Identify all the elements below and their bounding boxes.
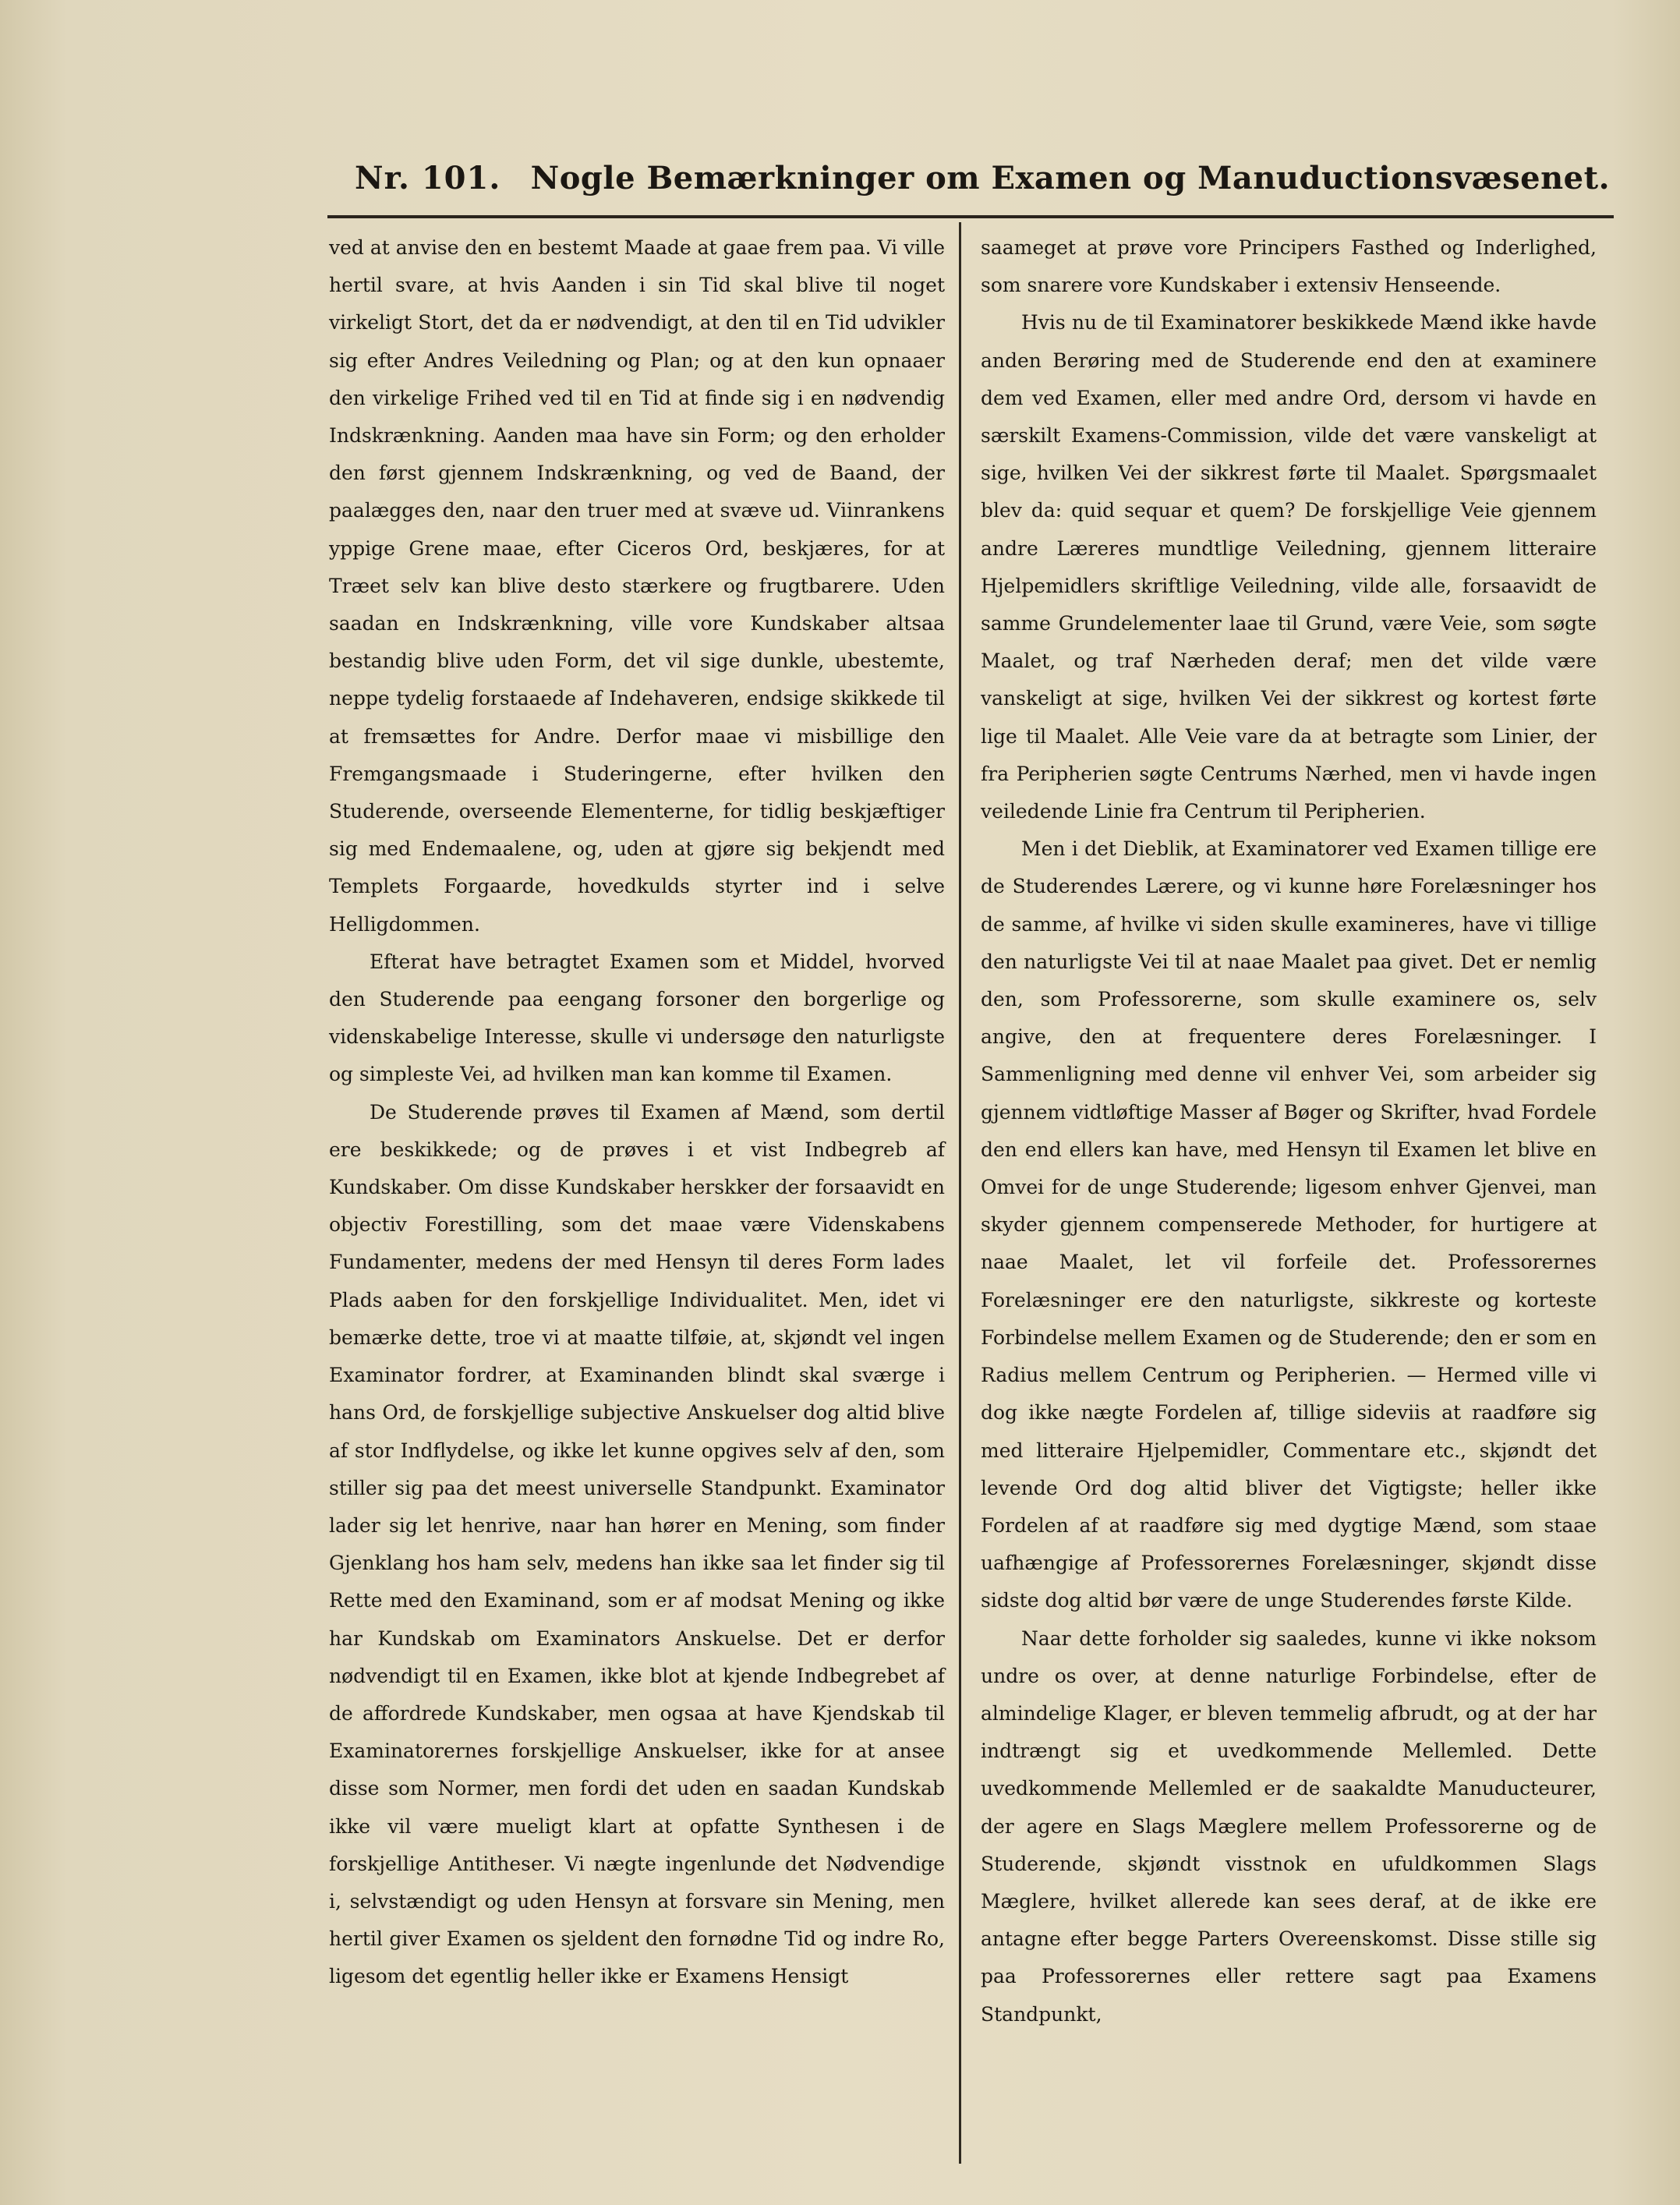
article-title: Nogle Bemærkninger om Examen og Manuductionsvæsenet. [530, 160, 1610, 196]
paragraph: Men i det Dieblik, at Examinatorer ved Examen tillige ere de Studerendes Lærere, og vi kunne høre Forelæsninger hos de samme, af hvilke vi siden skulle examineres, have vi tillige den naturligste Vei til at naae Maalet paa givet. Det er nemlig den, som Professorerne, som skulle examinere os, selv angive, den at frequentere deres Forelæsninger. I Sammenligning med denne vil enhver Vei, som arbeider sig gjennem vidtløftige Masser af Bøger og Skrifter, hvad Fordele den end ellers kan have, med Hensyn til Examen let blive en Omvei for de unge Studerende; ligesom enhver Gjenvei, man skyder gjennem compenserede Methoder, for hurtigere at naae Maalet, let vil forfeile det. Professorernes Forelæsninger ere den naturligste, sikkreste og korteste Forbindelse mellem Examen og de Studerende; den er som en Radius mellem Centrum og Peripherien. — Hermed ville vi dog ikke nægte Fordelen af, tillige sideviis at raadføre sig med litteraire Hjelpemidler, Commentare etc., skjøndt det levende Ord dog altid bliver det Vigtigste; heller ikke Fordelen af at raadføre sig med dygtige Mænd, som staae uafhængige af Professorernes Forelæsninger, skjøndt disse sidste dog altid bør være de unge Studerendes første Kilde. [981, 837, 1597, 1612]
header-rule [327, 215, 1614, 218]
issue-number: Nr. 101. [355, 160, 501, 196]
page-header [355, 160, 1610, 214]
right-column [981, 229, 1597, 2033]
paragraph: De Studerende prøves til Examen af Mænd, som dertil ere beskikkede; og de prøves i et vist Indbegreb af Kundskaber. Om disse Kundskaber herskker der forsaavidt en objectiv Forestilling, som det maae være Videnskabens Fundamenter, medens der med Hensyn til deres Form lades Plads aaben for den forskjellige Individualitet. Men, idet vi bemærke dette, troe vi at maatte tilføie, at, skjøndt vel ingen Examinator fordrer, at Examinanden blindt skal sværge i hans Ord, de forskjellige subjective Anskuelser dog altid blive af stor Indflydelse, og ikke let kunne opgives selv af den, som stiller sig paa det meest universelle Standpunkt. Examinator lader sig let henrive, naar han hører en Mening, som finder Gjenklang hos ham selv, medens han ikke saa let finder sig til Rette med den Examinand, som er af modsat Mening og ikke har Kundskab om Examinators Anskuelse. Det er derfor nødvendigt til en Examen, ikke blot at kjende Indbegrebet af de affordrede Kundskaber, men ogsaa at have Kjendskab til Examinatorernes forskjellige Anskuelser, ikke for at ansee disse som Normer, men fordi det uden en saadan Kundskab ikke vil være mueligt klart at opfatte Synthesen i de forskjellige Antitheser. Vi nægte ingenlunde det Nødvendige i, selvstændigt og uden Hensyn at forsvare sin Mening, men hertil giver Examen os sjeldent den fornødne Tid og indre Ro, ligesom det egentlig heller ikke er Examens Hensigt [329, 1100, 945, 1988]
left-column [329, 229, 945, 1996]
column-divider [959, 222, 961, 2164]
paragraph: saameget at prøve vore Principers Fasthed og Inderlighed, som snarere vore Kundskaber i extensiv Henseende. [981, 236, 1597, 297]
paragraph: Hvis nu de til Examinatorer beskikkede Mænd ikke havde anden Berøring med de Studerende end den at examinere dem ved Examen, eller med andre Ord, dersom vi havde en særskilt Examens-Commission, vilde det være vanskeligt at sige, hvilken Vei der sikkrest førte til Maalet. Spørgsmaalet blev da: quid sequar et quem? De forskjellige Veie gjennem andre Læreres mundtlige Veiledning, gjennem litteraire Hjelpemidlers skriftlige Veiledning, vilde alle, forsaavidt de samme Grundelementer laae til Grund, være Veie, som søgte Maalet, og traf Nærheden deraf; men det vilde være vanskeligt at sige, hvilken Vei der sikkrest og kortest førte lige til Maalet. Alle Veie vare da at betragte som Linier, der fra Peripherien søgte Centrums Nærhed, men vi havde ingen veiledende Linie fra Centrum til Peripherien. [981, 311, 1597, 823]
paragraph: Naar dette forholder sig saaledes, kunne vi ikke noksom undre os over, at denne naturlige Forbindelse, efter de almindelige Klager, er bleven temmelig afbrudt, og at der har indtrængt sig et uvedkommende Mellemled. Dette uvedkommende Mellemled er de saakaldte Manuducteurer, der agere en Slags Mæglere mellem Professorerne og de Studerende, skjøndt visstnok en ufuldkommen Slags Mæglere, hvilket allerede kan sees deraf, at de ikke ere antagne efter begge Parters Overeenskomst. Disse stille sig paa Professorernes eller rettere sagt paa Examens Standpunkt, [981, 1626, 1597, 2026]
paragraph: ved at anvise den en bestemt Maade at gaae frem paa. Vi ville hertil svare, at hvis Aanden i sin Tid skal blive til noget virkeligt Stort, det da er nødvendigt, at den til en Tid udvikler sig efter Andres Veiledning og Plan; og at den kun opnaaer den virkelige Frihed ved til en Tid at finde sig i en nødvendig Indskrænkning. Aanden maa have sin Form; og den erholder den først gjennem Indskrænkning, og ved de Baand, der paalægges den, naar den truer med at svæve ud. Viinrankens yppige Grene maae, efter Ciceros Ord, beskjæres, for at Træet selv kan blive desto stærkere og frugtbarere. Uden saadan en Indskrænkning, ville vore Kundskaber altsaa bestandig blive uden Form, det vil sige dunkle, ubestemte, neppe tydelig forstaaede af Indehaveren, endsige skikkede til at fremsættes for Andre. Derfor maae vi misbillige den Fremgangsmaade i Studeringerne, efter hvilken den Studerende, overseende Elementerne, for tidlig beskjæftiger sig med Endemaalene, og, uden at gjøre sig bekjendt med Templets Forgaarde, hovedkulds styrter ind i selve Helligdommen. [329, 236, 945, 936]
paragraph: Efterat have betragtet Examen som et Middel, hvorved den Studerende paa eengang forsoner den borgerlige og videnskabelige Interesse, skulle vi undersøge den naturligste og simpleste Vei, ad hvilken man kan komme til Examen. [329, 950, 945, 1086]
